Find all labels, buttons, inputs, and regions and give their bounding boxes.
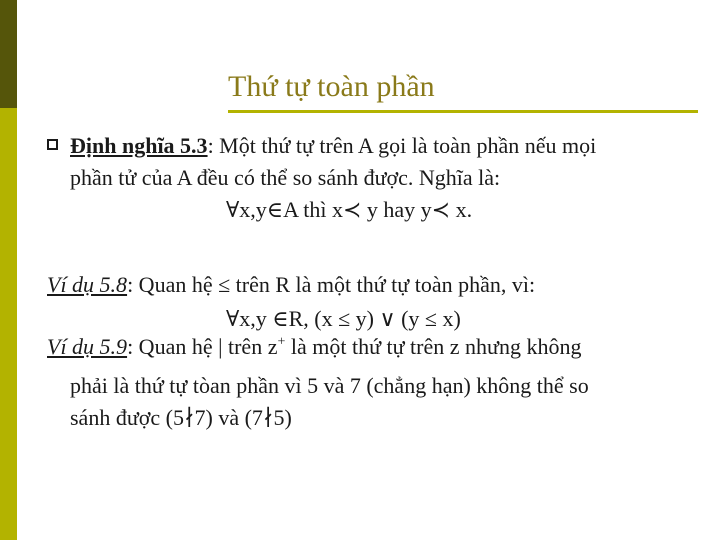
example-5-8-formula: ∀x,y ∈R, (x ≤ y) ∨ (y ≤ x) <box>226 306 461 331</box>
definition-line-1-text: : Một thứ tự trên A gọi là toàn phần nếu mọi <box>207 133 597 158</box>
definition-line-1 <box>70 130 596 162</box>
example-5-8-label: Ví dụ 5.8 <box>47 272 128 297</box>
definition-line-2: phần tử của A đều có thể so sánh được. Nghĩa là: <box>70 165 501 190</box>
example-5-9-line-1-text-a: : Quan hệ | trên z <box>127 334 278 359</box>
example-5-9-line-1-text-b: là một thứ tự trên z nhưng không <box>285 334 582 359</box>
definition-formula: ∀x,y∈A thì x≺ y hay y≺ x. <box>226 197 473 222</box>
example-5-8-line-1 <box>47 269 535 301</box>
example-5-9-superscript: + <box>277 334 286 350</box>
example-5-9-line-2: phải là thứ tự tòan phần vì 5 và 7 (chẳng hạn) không thể so <box>70 373 589 398</box>
example-5-8-line-1-text: : Quan hệ ≤ trên R là một thứ tự toàn phần, vì: <box>127 272 536 297</box>
square-bullet-icon <box>47 139 58 150</box>
title-underline <box>228 110 698 113</box>
example-5-9-label: Ví dụ 5.9 <box>47 334 128 359</box>
example-5-9-line-3: sánh được (5∤7) và (7∤5) <box>70 405 292 430</box>
definition-label: Định nghĩa 5.3 <box>70 133 208 158</box>
slide-title: Thứ tự toàn phần <box>228 70 435 103</box>
example-5-9-line-1 <box>47 331 581 363</box>
sidebar-strip-dark <box>0 0 17 108</box>
